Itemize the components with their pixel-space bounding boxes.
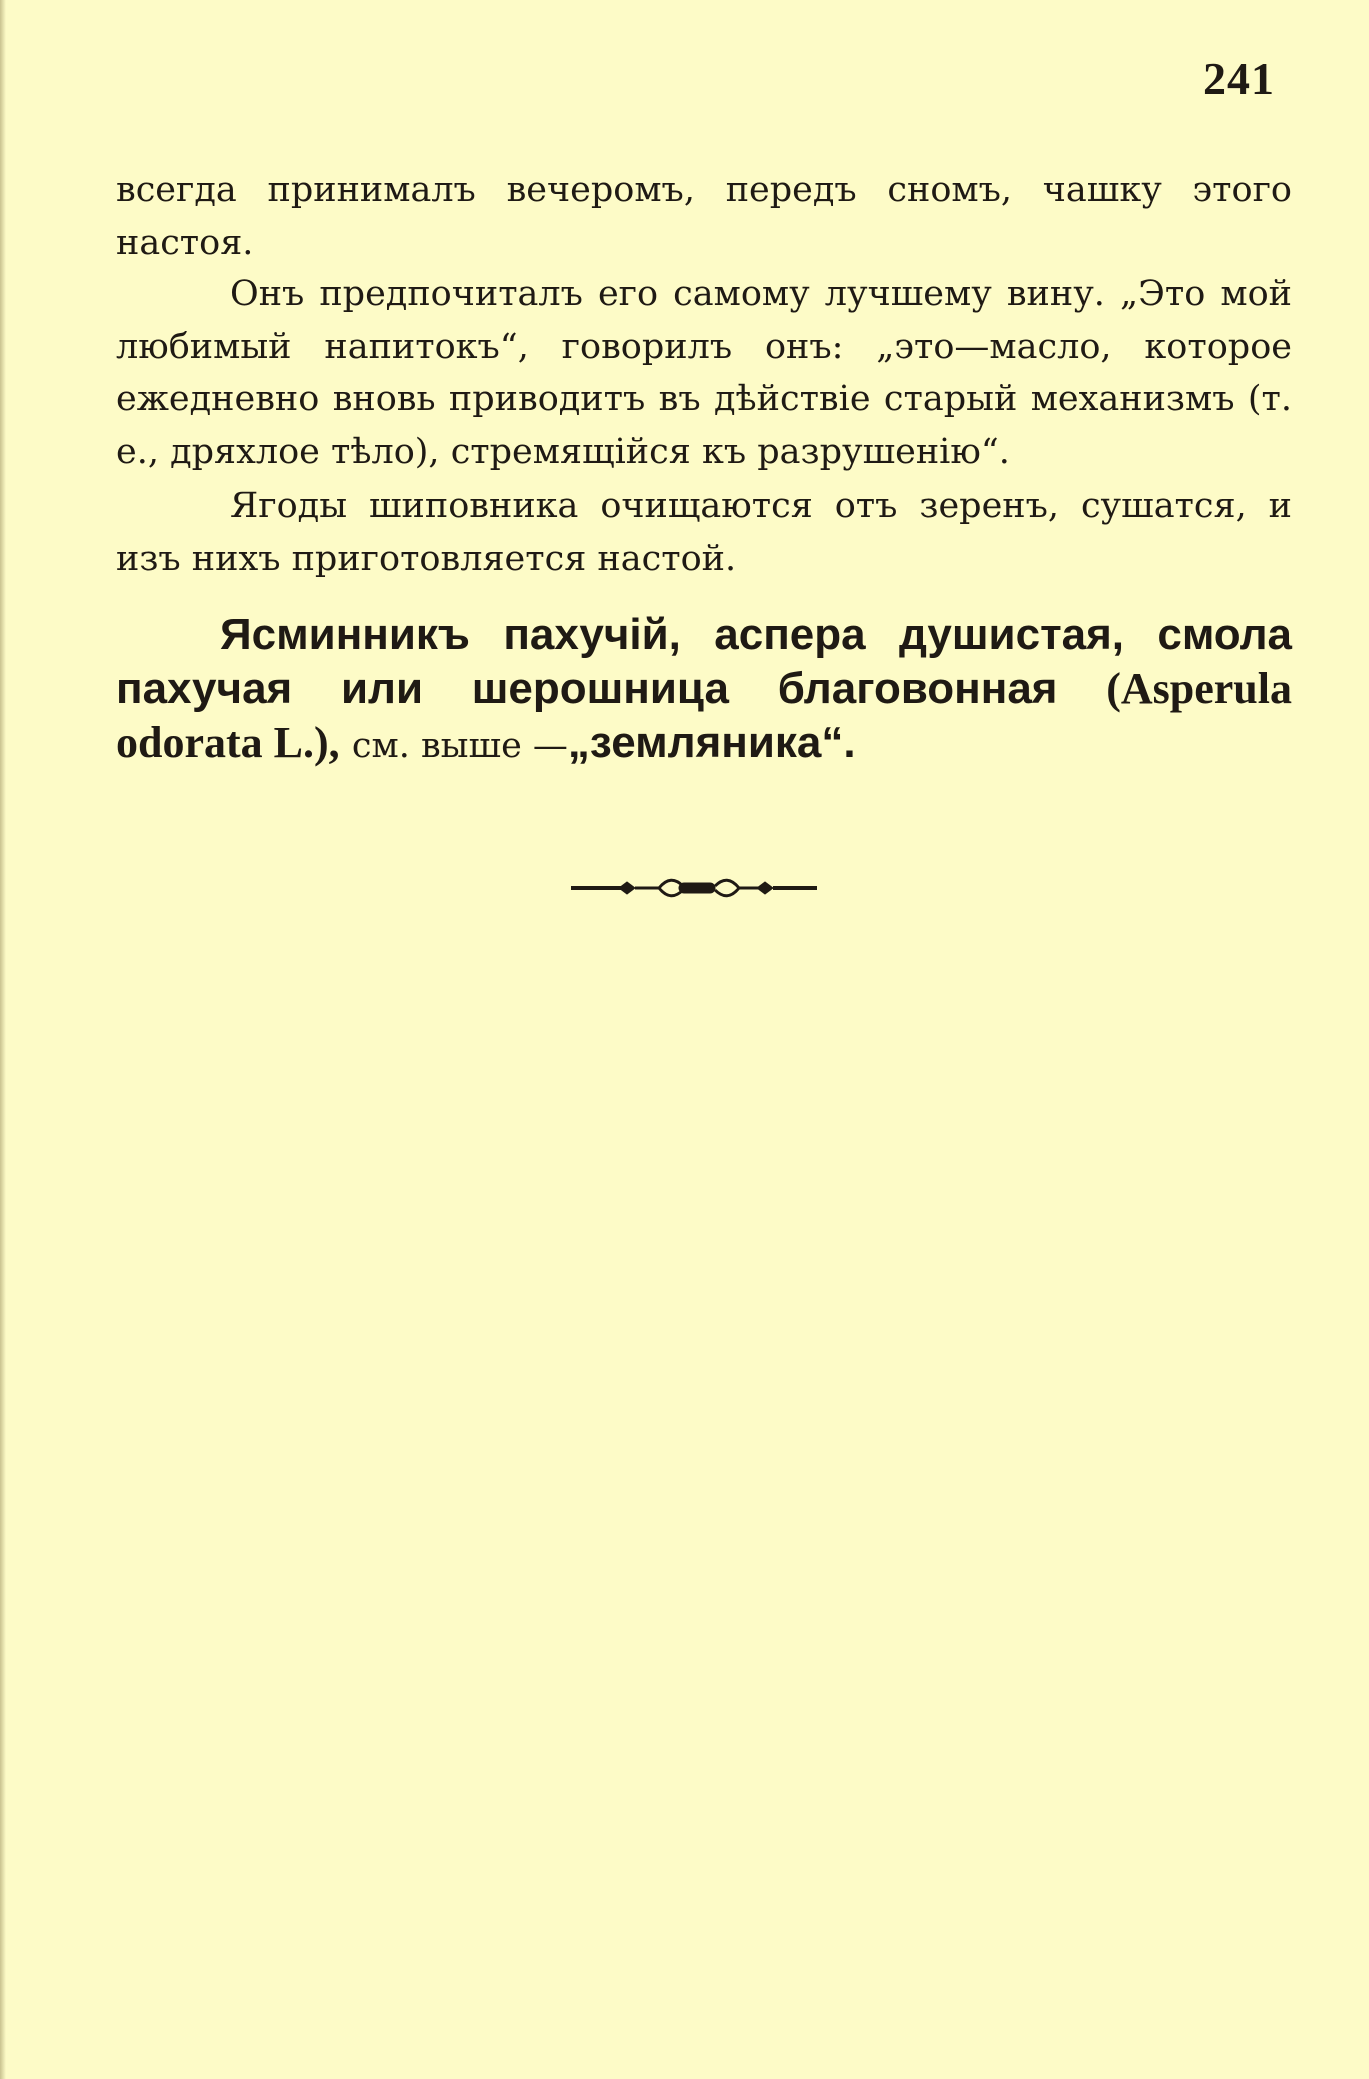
paragraph-continued: всегда принималъ вечеромъ, передъ сномъ, чашку этого настоя. [116, 170, 1292, 263]
entry-see-reference: „земляника“. [567, 718, 856, 767]
entry-latin-name: (Asperula odorata L.), [116, 664, 1292, 767]
paragraph-rosehip-preparation: Ягоды шиповника очищаются отъ зеренъ, сушатся, и изъ нихъ приготовляется настой. [116, 486, 1292, 579]
entry-see-prefix: см. выше — [351, 726, 568, 766]
divider-ornament-icon [567, 872, 821, 904]
entry-woodruff [116, 608, 1292, 773]
page-edge [0, 0, 6, 2079]
entry-heading: Ясминникъ пахучій, аспера душистая, смола пахучая или шерошница благовонная [116, 610, 1292, 713]
paragraph-favorite-drink: Онъ предпочиталъ его самому лучшему вину. „Это мой любимый напитокъ“, говорилъ онъ: „это—масло, которое ежедневно вновь приводитъ въ дѣйствіе старый механизмъ (т. е., дряхлое тѣло), стремящійся къ разрушенію“. [116, 274, 1292, 472]
page-number: 241 [1203, 53, 1275, 104]
